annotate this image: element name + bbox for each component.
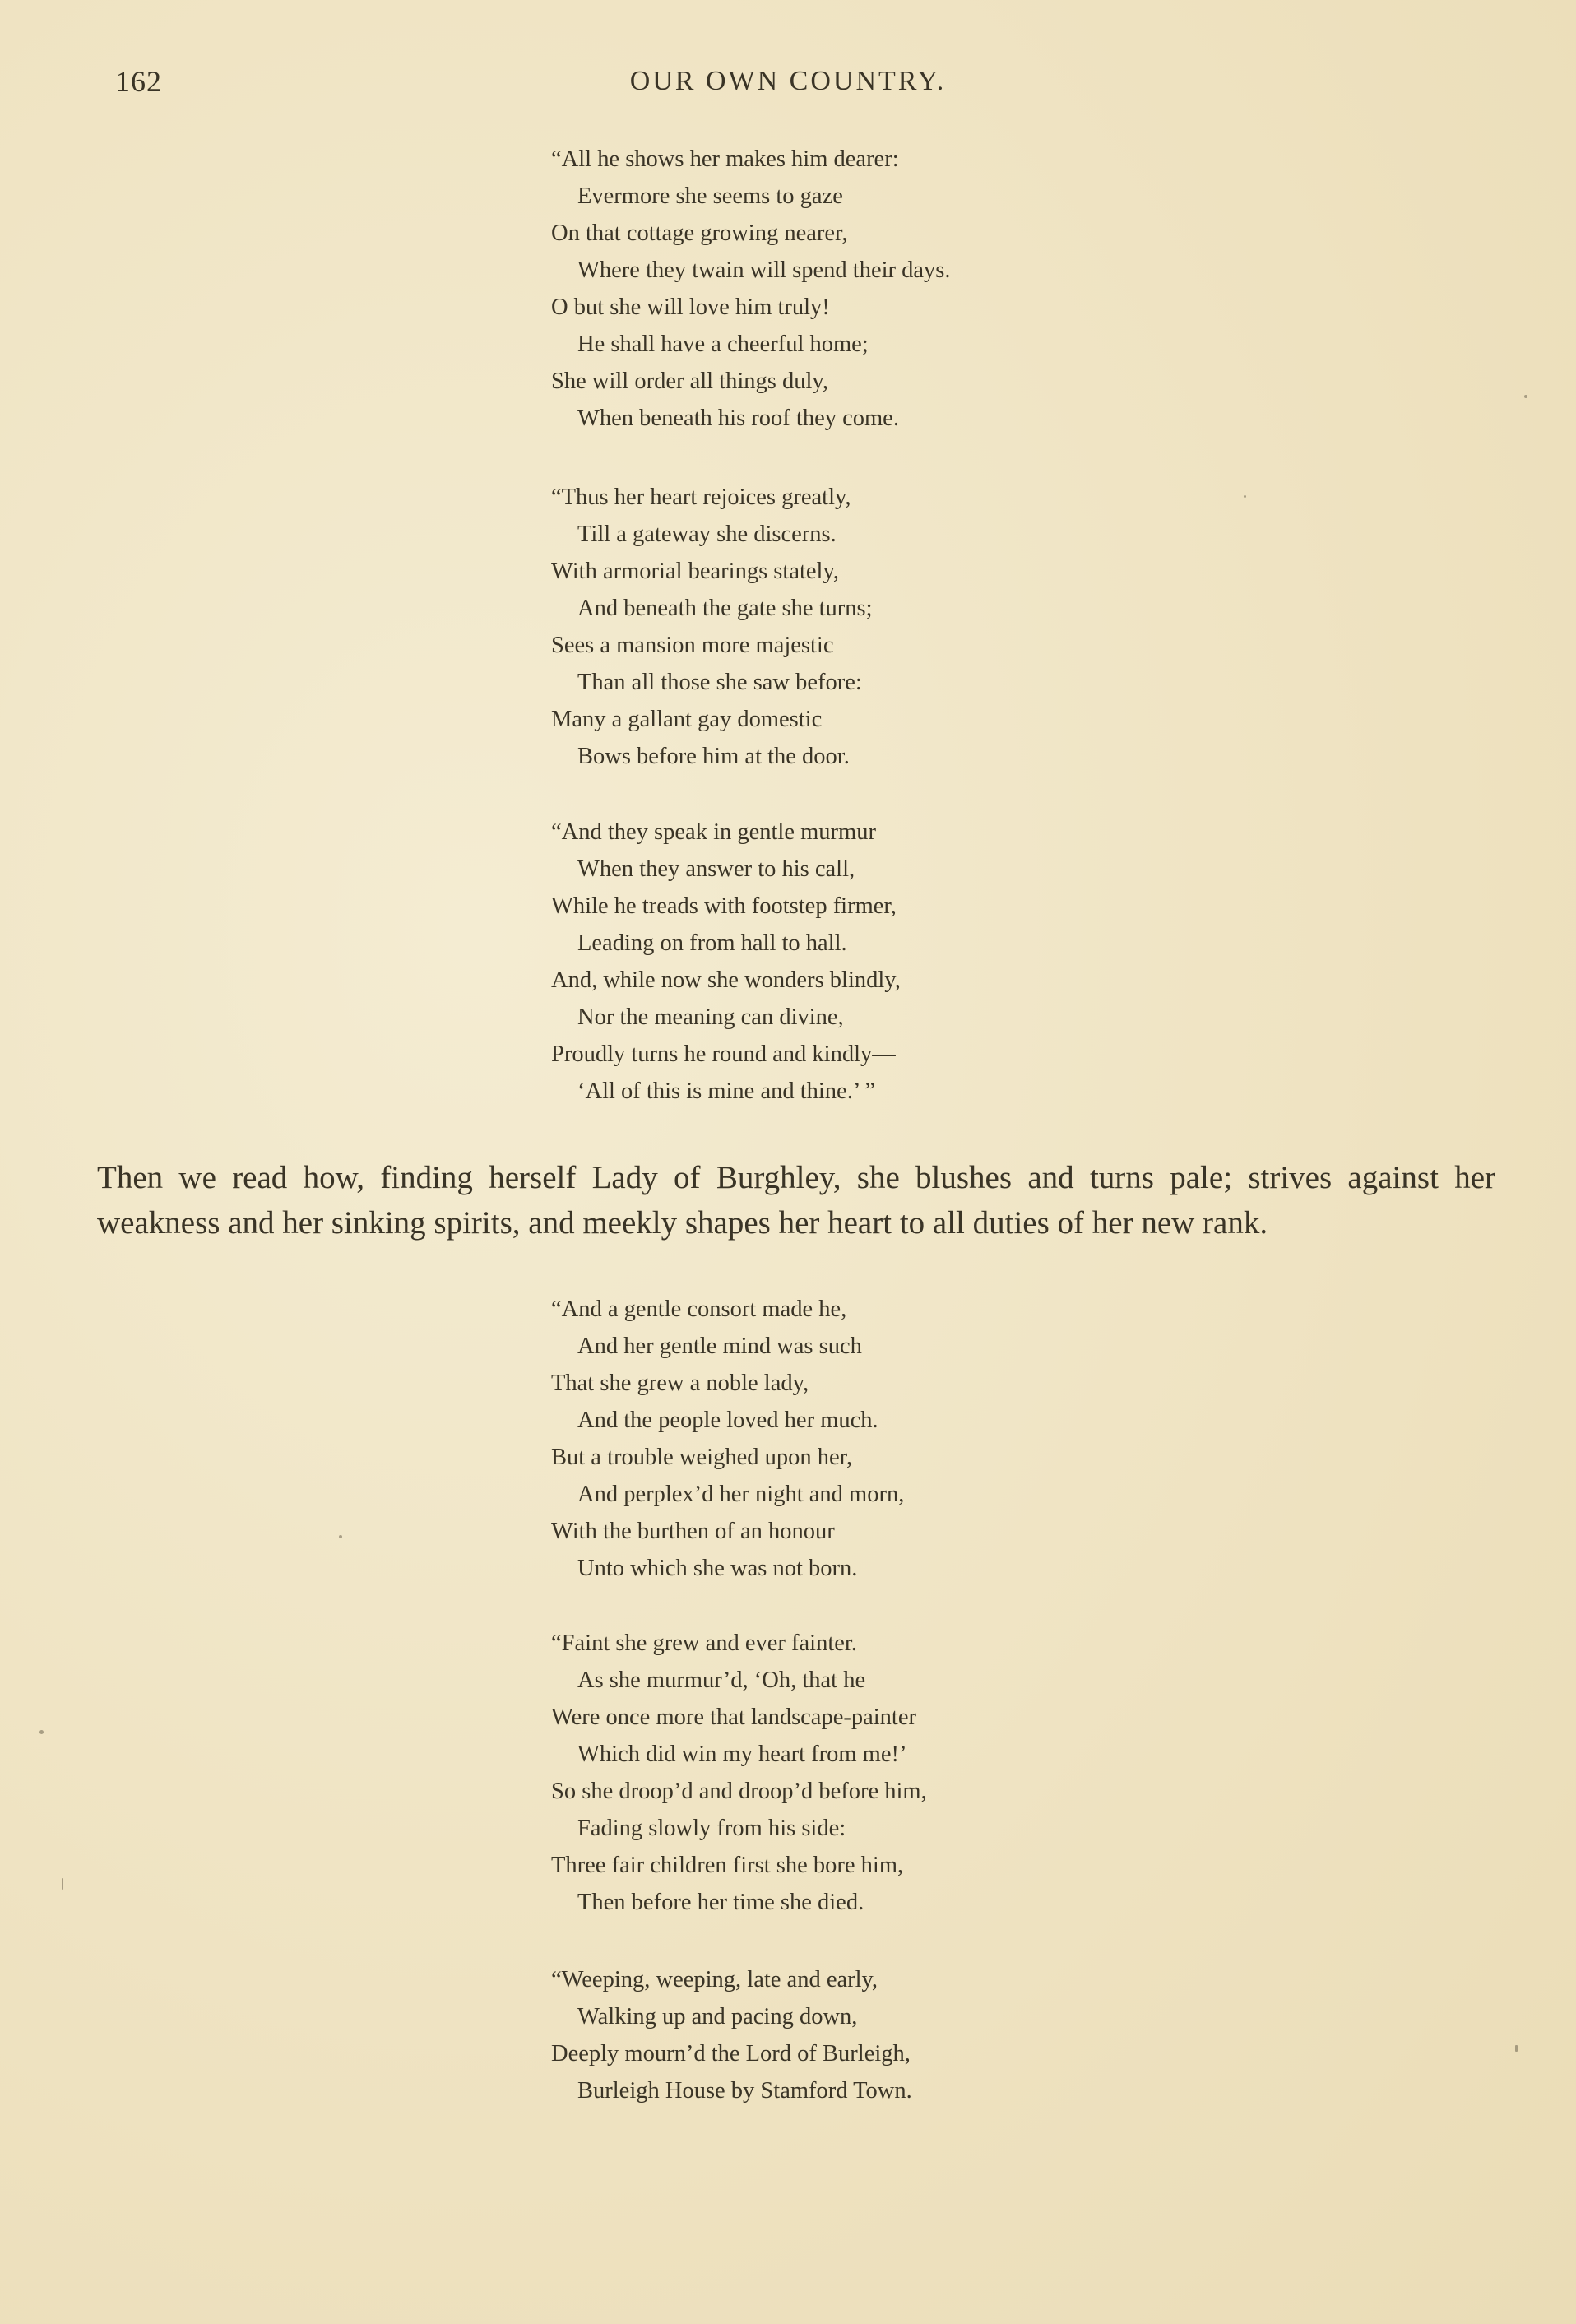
paper-speck bbox=[39, 1730, 44, 1734]
poem-stanza-6 bbox=[551, 1961, 912, 2109]
poem-line: When beneath his roof they come. bbox=[577, 406, 899, 431]
poem-line: ‘All of this is mine and thine.’ ” bbox=[577, 1079, 875, 1104]
poem-line: “And a gentle consort made he, bbox=[551, 1297, 847, 1322]
poem-line: “Weeping, weeping, late and early, bbox=[551, 1967, 878, 1992]
poem-line: Unto which she was not born. bbox=[577, 1556, 858, 1581]
paper-speck bbox=[1524, 395, 1527, 398]
poem-line: O but she will love him truly! bbox=[551, 295, 830, 320]
poem-line: That she grew a noble lady, bbox=[551, 1371, 809, 1396]
poem-line: And perplex’d her night and morn, bbox=[577, 1482, 905, 1507]
poem-line: And beneath the gate she turns; bbox=[577, 596, 873, 621]
poem-line: Evermore she seems to gaze bbox=[577, 183, 843, 209]
poem-stanza-4 bbox=[551, 1291, 904, 1587]
poem-line: Leading on from hall to hall. bbox=[577, 930, 847, 956]
poem-line: But a trouble weighed upon her, bbox=[551, 1445, 853, 1470]
running-title: OUR OWN COUNTRY. bbox=[629, 66, 947, 96]
poem-line: Walking up and pacing down, bbox=[577, 2004, 858, 2029]
poem-line: Sees a mansion more majestic bbox=[551, 633, 834, 658]
poem-line: Fading slowly from his side: bbox=[577, 1816, 846, 1841]
poem-line: Three fair children first she bore him, bbox=[551, 1853, 904, 1878]
poem-line: Which did win my heart from me!’ bbox=[577, 1742, 907, 1767]
poem-line: When they answer to his call, bbox=[577, 856, 855, 882]
paper-speck bbox=[1244, 495, 1246, 498]
poem-line: “Thus her heart rejoices greatly, bbox=[551, 485, 851, 510]
poem-line: Burleigh House by Stamford Town. bbox=[577, 2078, 912, 2104]
paper-speck bbox=[1515, 2045, 1518, 2052]
poem-line: “Faint she grew and ever fainter. bbox=[551, 1631, 857, 1656]
poem-line: Than all those she saw before: bbox=[577, 670, 862, 695]
poem-line: Were once more that landscape-painter bbox=[551, 1705, 916, 1730]
poem-stanza-3 bbox=[551, 814, 901, 1110]
poem-line: She will order all things duly, bbox=[551, 369, 828, 394]
poem-line: On that cottage growing nearer, bbox=[551, 220, 848, 246]
poem-line: As she murmur’d, ‘Oh, that he bbox=[577, 1668, 866, 1693]
page-number: 162 bbox=[115, 65, 162, 98]
poem-line: So she droop’d and droop’d before him, bbox=[551, 1779, 927, 1804]
poem-stanza-2 bbox=[551, 479, 873, 775]
poem-line: Bows before him at the door. bbox=[577, 744, 850, 769]
poem-line: And, while now she wonders blindly, bbox=[551, 967, 901, 993]
poem-line: And her gentle mind was such bbox=[577, 1334, 862, 1359]
poem-line: “All he shows her makes him dearer: bbox=[551, 146, 899, 172]
poem-line: “And they speak in gentle murmur bbox=[551, 819, 876, 845]
poem-line: Where they twain will spend their days. bbox=[577, 257, 951, 283]
poem-line: Till a gateway she discerns. bbox=[577, 522, 837, 547]
poem-line: While he treads with footstep firmer, bbox=[551, 893, 897, 919]
paper-speck bbox=[339, 1535, 342, 1538]
page-header bbox=[0, 64, 1576, 105]
poem-stanza-1 bbox=[551, 141, 951, 437]
prose-paragraph: Then we read how, finding herself Lady of Burghley, she blushes and turns pale; strives against her weakness and her sinking spirits, and meekly shapes her heart to all duties of her new rank. bbox=[97, 1160, 1495, 1241]
poem-line: And the people loved her much. bbox=[577, 1408, 878, 1433]
poem-stanza-5 bbox=[551, 1625, 927, 1921]
paper-speck bbox=[62, 1878, 63, 1890]
poem-line: Deeply mourn’d the Lord of Burleigh, bbox=[551, 2041, 911, 2067]
poem-line: Many a gallant gay domestic bbox=[551, 707, 823, 732]
poem-line: With the burthen of an honour bbox=[551, 1519, 835, 1544]
poem-line: Nor the meaning can divine, bbox=[577, 1004, 844, 1030]
poem-line: He shall have a cheerful home; bbox=[577, 332, 869, 357]
poem-line: With armorial bearings stately, bbox=[551, 559, 839, 584]
poem-line: Then before her time she died. bbox=[577, 1890, 864, 1915]
poem-line: Proudly turns he round and kindly— bbox=[551, 1041, 896, 1067]
